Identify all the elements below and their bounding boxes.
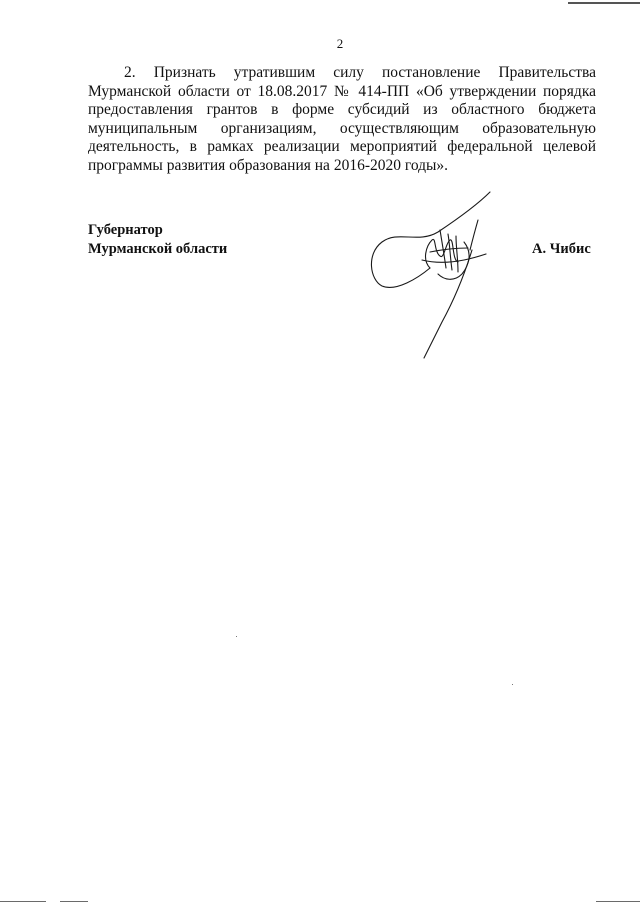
signer-position-line: Мурманской области [88,241,228,257]
scan-speck [236,636,237,637]
paragraph-line: деятельность, в рамках реализации мероприятий федеральной целевой [88,138,596,156]
scan-edge-mark [568,2,640,4]
signer-position-line: Губернатор [88,222,163,238]
paragraph-line: Мурманской области от 18.08.2017 № 414-ПП «Об утверждении порядка [88,82,596,100]
scan-edge-mark [0,901,46,902]
paragraph-line: программы развития образования на 2016-2020 годы». [88,156,449,174]
paragraph-line: муниципальным организациям, осуществляющим образовательную [88,119,596,137]
scan-edge-mark [596,901,640,902]
handwritten-signature [360,190,510,360]
signer-name: А. Чибис [532,241,591,257]
scan-edge-mark [60,901,88,902]
scan-speck [512,684,513,685]
signer-position [88,221,227,259]
paragraph-line: 2. Признать утратившим силу постановление Правительства [124,64,596,81]
page-number: 2 [336,36,344,51]
decree-paragraph [88,64,596,176]
paragraph-line: предоставления грантов в форме субсидий из областного бюджета [88,101,596,119]
